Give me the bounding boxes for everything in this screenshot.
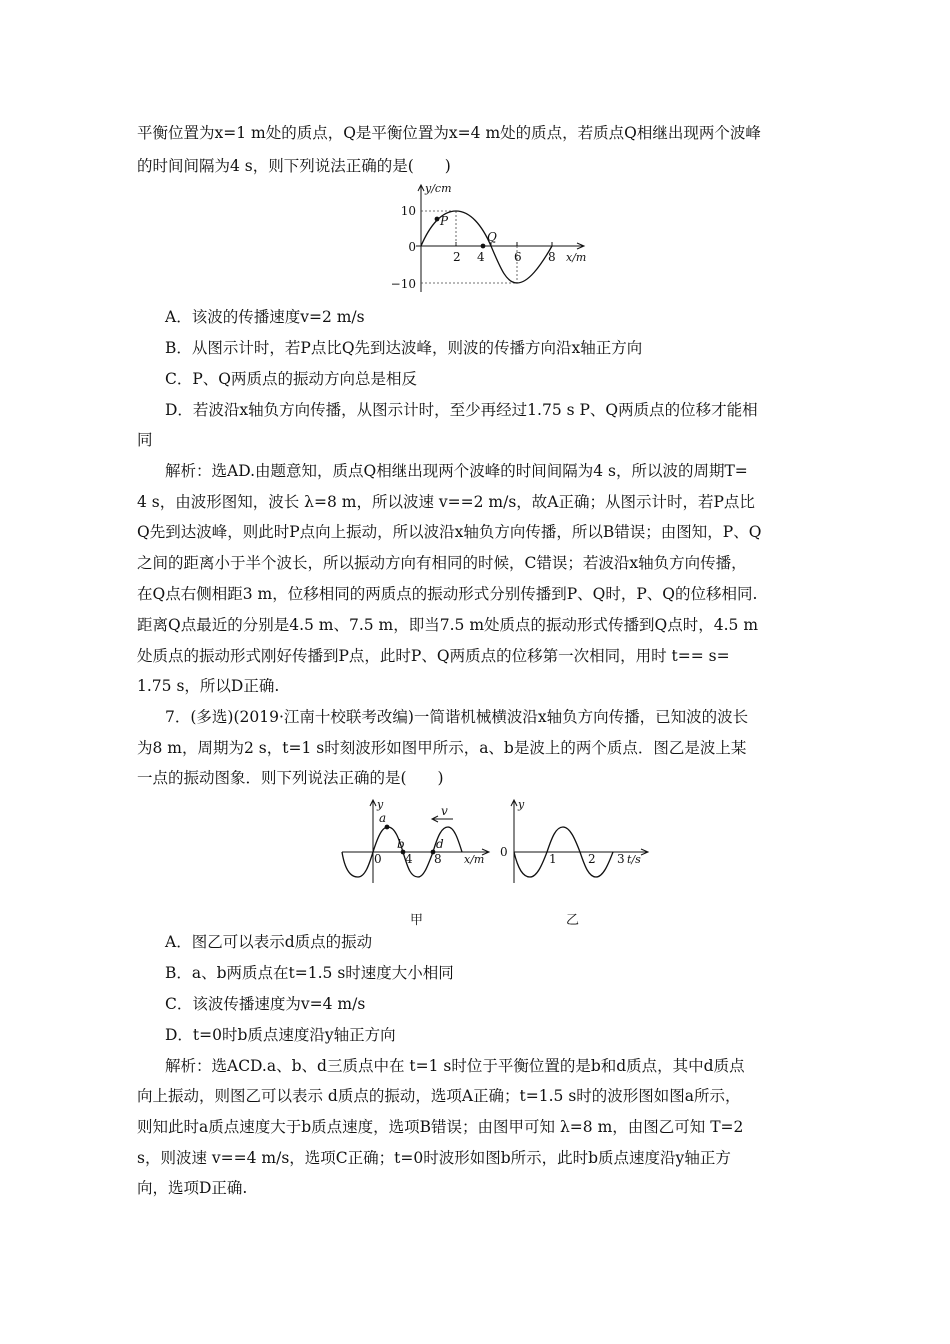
x-tick-2: 2: [453, 250, 461, 264]
q6-stem-line-1: 平衡位置为x=1 m处的质点，Q是平衡位置为x=4 m处的质点，若质点Q相继出现两个波峰: [137, 124, 761, 142]
q6-option-d: D．若波沿x轴负方向传播，从图示计时，至少再经过1.75 s P、Q两质点的位移才能相: [165, 401, 758, 419]
q6-option-d-cont: 同: [137, 431, 153, 449]
q6-analysis-line-7: 处质点的振动形式刚好传播到P点，此时P、Q两质点的位移第一次相同，用时 t== s=: [137, 647, 730, 665]
q6-stem-line-2: 的时间间隔为4 s，则下列说法正确的是( ): [137, 157, 451, 175]
y-axis-label: y/cm: [425, 182, 452, 195]
x-axis-label: x/m: [464, 853, 485, 866]
q7-option-a: A．图乙可以表示d质点的振动: [165, 933, 373, 951]
q6-analysis-line-2: 4 s，由波形图知，波长 λ=8 m，所以波速 v==2 m/s，故A正确；从图示计时，若P点比: [137, 493, 755, 511]
point-q-label: Q: [487, 230, 497, 244]
y-tick-10: 10: [400, 204, 416, 218]
x-tick-8: 8: [434, 852, 442, 866]
point-p-label: P: [440, 214, 449, 228]
point-q-dot: [481, 244, 486, 249]
q6-analysis-line-1: 解析：选AD.由题意知，质点Q相继出现两个波峰的时间间隔为4 s，所以波的周期T=: [165, 462, 748, 480]
point-a-dot: [385, 825, 390, 830]
caption-jia: 甲: [410, 913, 424, 928]
q6-option-b: B．从图示计时，若P点比Q先到达波峰，则波的传播方向沿x轴正方向: [165, 339, 643, 357]
q7-analysis-line-5: 向，选项D正确.: [137, 1179, 248, 1197]
x-tick-8: 8: [548, 250, 556, 264]
q7-analysis-line-4: s，则波速 v==4 m/s，选项C正确；t=0时波形如图b所示，此时b质点速度沿y轴正方: [137, 1149, 731, 1167]
point-d-label: d: [436, 837, 444, 851]
q6-analysis-line-3: Q先到达波峰，则此时P点向上振动，所以波沿x轴负方向传播，所以B错误；由图知，P、Q: [137, 523, 762, 541]
tick-2: 2: [588, 852, 596, 866]
velocity-label: v: [441, 804, 448, 818]
q6-analysis-line-5: 在Q点右侧相距3 m，位移相同的两质点的振动形式分别传播到P、Q时，P、Q的位移相同.: [137, 585, 758, 603]
point-a-label: a: [379, 811, 387, 825]
tick-3: 3: [617, 852, 625, 866]
q7-stem-line-1: 7．(多选)(2019·江南十校联考改编)一简谐机械横波沿x轴负方向传播，已知波的波长: [165, 708, 749, 726]
y-tick-neg10: −10: [390, 277, 416, 291]
x-tick-4: 4: [405, 852, 413, 866]
tick-0: 0: [500, 845, 508, 859]
y-axis-label: y: [518, 798, 525, 811]
q6-option-c: C．P、Q两质点的振动方向总是相反: [165, 370, 417, 388]
q6-analysis-line-8: 1.75 s，所以D正确.: [137, 677, 280, 695]
x-axis-label: t/s: [627, 853, 641, 866]
q7-option-b: B．a、b两质点在t=1.5 s时速度大小相同: [165, 964, 454, 982]
caption-yi: 乙: [566, 913, 580, 928]
q7-figure-jia: [338, 795, 498, 890]
point-b-label: b: [397, 837, 405, 851]
y-axis-label: y: [377, 798, 384, 811]
q7-analysis-line-2: 向上振动，则图乙可以表示 d质点的振动，选项A正确；t=1.5 s时的波形图如图a所示，: [137, 1087, 741, 1105]
q7-stem-line-2: 为8 m，周期为2 s，t=1 s时刻波形如图甲所示，a、b是波上的两个质点．图乙是波上某: [137, 739, 747, 757]
q7-figure-yi: [497, 795, 657, 890]
q6-option-a: A．该波的传播速度v=2 m/s: [165, 308, 365, 326]
q6-analysis-line-6: 距离Q点最近的分别是4.5 m、7.5 m，即当7.5 m处质点的振动形式传播到Q点时，4.5 m: [137, 616, 759, 634]
tick-1: 1: [549, 852, 557, 866]
x-axis-label: x/m: [566, 251, 587, 264]
y-tick-0: 0: [408, 240, 416, 254]
q7-analysis-line-3: 则知此时a质点速度大于b质点速度，选项B错误；由图甲可知 λ=8 m，由图乙可知 T=2: [137, 1118, 744, 1136]
x-tick-6: 6: [514, 250, 522, 264]
x-tick-4: 4: [477, 250, 485, 264]
point-p-dot: [435, 217, 440, 222]
x-tick-0: 0: [374, 852, 382, 866]
q6-wave-graph: [360, 180, 600, 300]
q7-stem-line-3: 一点的振动图象．则下列说法正确的是( ): [137, 769, 444, 787]
q7-option-d: D．t=0时b质点速度沿y轴正方向: [165, 1026, 396, 1044]
q6-analysis-line-4: 之间的距离小于半个波长，所以振动方向有相同的时候，C错误；若波沿x轴负方向传播，: [137, 554, 747, 572]
q7-analysis-line-1: 解析：选ACD.a、b、d三质点中在 t=1 s时位于平衡位置的是b和d质点，其中d质点: [165, 1057, 745, 1075]
q7-option-c: C．该波传播速度为v=4 m/s: [165, 995, 366, 1013]
